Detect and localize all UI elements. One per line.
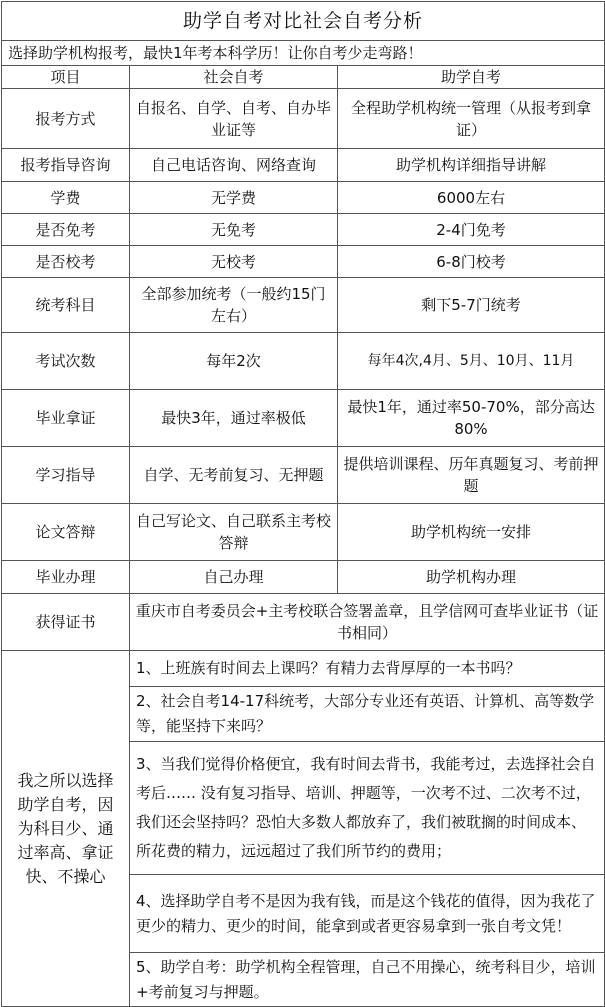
row-item: 学费 (2, 182, 130, 214)
row-social: 自学、无考前复习、无押题 (130, 447, 338, 504)
row-item: 考试次数 (2, 333, 130, 390)
header-assisted: 助学自考 (338, 66, 605, 89)
row-social: 自报名、自学、自考、自办毕业证等 (130, 89, 338, 149)
row-social: 无学费 (130, 182, 338, 214)
header-row (2, 66, 605, 89)
comparison-table (1, 1, 605, 1007)
table-row (2, 89, 605, 149)
table-row (2, 447, 605, 504)
header-social: 社会自考 (130, 66, 338, 89)
row-item: 学习指导 (2, 447, 130, 504)
table-row (2, 182, 605, 214)
row-item: 毕业办理 (2, 561, 130, 594)
row-item: 统考科目 (2, 278, 130, 333)
row-social: 自己写论文、自己联系主考校答辩 (130, 504, 338, 561)
row-item: 是否免考 (2, 214, 130, 246)
row-social: 自己办理 (130, 561, 338, 594)
row-assisted: 剩下5-7门统考 (338, 278, 605, 333)
reason-row (2, 651, 605, 687)
row-assisted: 最快1年，通过率50-70%，部分高达80% (338, 390, 605, 447)
row-social: 无免考 (130, 214, 338, 246)
row-item: 毕业拿证 (2, 390, 130, 447)
reason-item: 4、选择助学自考不是因为我有钱，而是这个钱花的值得，因为我花了更少的精力、更少的时间，能拿到或者更容易拿到一张自考文凭！ (130, 875, 605, 953)
page-title: 助学自考对比社会自考分析 (2, 2, 605, 41)
row-item: 论文答辩 (2, 504, 130, 561)
row-social: 无校考 (130, 246, 338, 278)
row-social: 每年2次 (130, 333, 338, 390)
row-assisted: 全程助学机构统一管理（从报考到拿证） (338, 89, 605, 149)
reason-item: 2、社会自考14-17科统考，大部分专业还有英语、计算机、高等数学等，能坚持下来吗？ (130, 687, 605, 742)
table-row (2, 504, 605, 561)
reason-item: 3、当我们觉得价格便宜，我有时间去背书，我能考过，去选择社会自考后…… 没有复习指导、培训、押题等，一次考不过、二次考不过，我们还会坚持吗？恐怕大多数人都放弃了，我们被耽搁的时间成本、所花费的精力，远远超过了我们所节约的费用； (130, 742, 605, 875)
certificate-text: 重庆市自考委员会+主考校联合签署盖章，且学信网可查毕业证书（证书相同） (130, 594, 605, 651)
summary-label: 我之所以选择助学自考，因为科目少、通过率高、拿证快、不操心 (2, 651, 130, 1007)
table-row (2, 149, 605, 182)
row-assisted: 6-8门校考 (338, 246, 605, 278)
certificate-row (2, 594, 605, 651)
reason-item: 5、助学自考：助学机构全程管理，自己不用操心，统考科目少，培训+考前复习与押题。 (130, 953, 605, 1007)
reason-item: 1、上班族有时间去上课吗？有精力去背厚厚的一本书吗？ (130, 651, 605, 687)
table-row (2, 333, 605, 390)
table-row (2, 246, 605, 278)
row-social: 自己电话咨询、网络查询 (130, 149, 338, 182)
row-item: 是否校考 (2, 246, 130, 278)
row-assisted: 提供培训课程、历年真题复习、考前押题 (338, 447, 605, 504)
table-row (2, 561, 605, 594)
row-assisted: 每年4次,4月、5月、10月、11月 (338, 333, 605, 390)
table-row (2, 278, 605, 333)
row-assisted: 2-4门免考 (338, 214, 605, 246)
row-item: 报考指导咨询 (2, 149, 130, 182)
row-assisted: 助学机构办理 (338, 561, 605, 594)
row-social: 最快3年，通过率极低 (130, 390, 338, 447)
row-social: 全部参加统考（一般约15门左右） (130, 278, 338, 333)
row-assisted: 助学机构详细指导讲解 (338, 149, 605, 182)
header-item: 项目 (2, 66, 130, 89)
banner-text: 选择助学机构报考，最快1年考本科学历！让你自考少走弯路！ (2, 41, 605, 66)
row-assisted: 6000左右 (338, 182, 605, 214)
table-row (2, 214, 605, 246)
row-assisted: 助学机构统一安排 (338, 504, 605, 561)
table-row (2, 390, 605, 447)
row-item: 报考方式 (2, 89, 130, 149)
certificate-item: 获得证书 (2, 594, 130, 651)
